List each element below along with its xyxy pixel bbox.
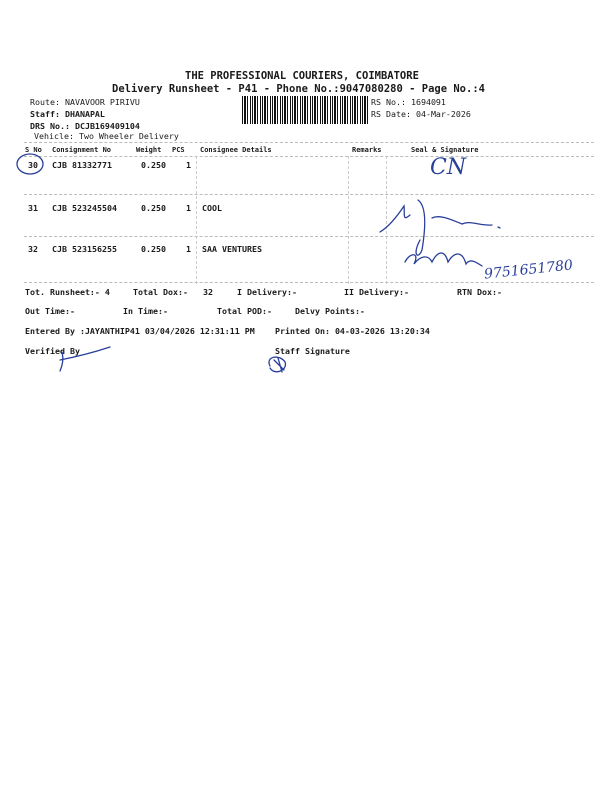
row-consignment: CJB 81332771 (52, 160, 112, 170)
row-pcs: 1 (186, 203, 191, 213)
row-sno: 30 (28, 160, 38, 170)
runsheet-subtitle: Delivery Runsheet - P41 - Phone No.:9047080280 - Page No.:4 (112, 83, 485, 95)
col-consignment: Consignment No (52, 146, 112, 154)
entered-by: Entered By :JAYANTHIP41 03/04/2026 12:31:11 PM (25, 326, 255, 336)
handwritten-initials: CN (430, 155, 467, 180)
col-weight: Weight (136, 146, 162, 154)
row-consignee: COOL (202, 203, 222, 213)
in-time: In Time:- (123, 306, 168, 316)
col-seal-signature: Seal & Signature (411, 146, 479, 154)
tot-runsheet: Tot. Runsheet:- 4 (25, 287, 110, 297)
row-pcs: 1 (186, 160, 191, 170)
staff: Staff: DHANAPAL (30, 109, 105, 119)
drs-number: DRS No.: DCJB169409104 (30, 121, 140, 131)
row-consignee: SAA VENTURES (202, 244, 262, 254)
handwritten-phone: 9751651780 (483, 257, 574, 283)
row-consignment: CJB 523245504 (52, 203, 117, 213)
i-delivery: I Delivery:- (237, 287, 297, 297)
verified-by: Verified By (25, 346, 80, 356)
staff-signature: Staff Signature (275, 346, 350, 356)
total-dox-value: 32 (203, 287, 213, 297)
signature-row31 (380, 200, 500, 255)
ii-delivery: II Delivery:- (344, 287, 409, 297)
delvy-points: Delvy Points:- (295, 306, 365, 316)
route: Route: NAVAVOOR PIRIVU (30, 97, 140, 107)
col-remarks: Remarks (352, 146, 382, 154)
col-consignee: Consignee Details (200, 146, 272, 154)
signature-staff (269, 357, 285, 372)
row-sno: 31 (28, 203, 38, 213)
row-sno: 32 (28, 244, 38, 254)
row-weight: 0.250 (141, 160, 166, 170)
signature-verified (60, 347, 110, 371)
circled-row-marker (17, 154, 43, 174)
row-weight: 0.250 (141, 203, 166, 213)
total-dox-label: Total Dox:- (133, 287, 188, 297)
col-sno: S No (25, 146, 42, 154)
row-consignment: CJB 523156255 (52, 244, 117, 254)
row-pcs: 1 (186, 244, 191, 254)
printed-on: Printed On: 04-03-2026 13:20:34 (275, 326, 430, 336)
out-time: Out Time:- (25, 306, 75, 316)
total-pod: Total POD:- (217, 306, 272, 316)
rs-number: RS No.: 1694091 (371, 97, 446, 107)
rs-date: RS Date: 04-Mar-2026 (371, 109, 471, 119)
vehicle: Vehicle: Two Wheeler Delivery (34, 131, 179, 141)
row-weight: 0.250 (141, 244, 166, 254)
company-title: THE PROFESSIONAL COURIERS, COIMBATORE (185, 70, 419, 82)
rtn-dox: RTN Dox:- (457, 287, 502, 297)
col-pcs: PCS (172, 146, 185, 154)
